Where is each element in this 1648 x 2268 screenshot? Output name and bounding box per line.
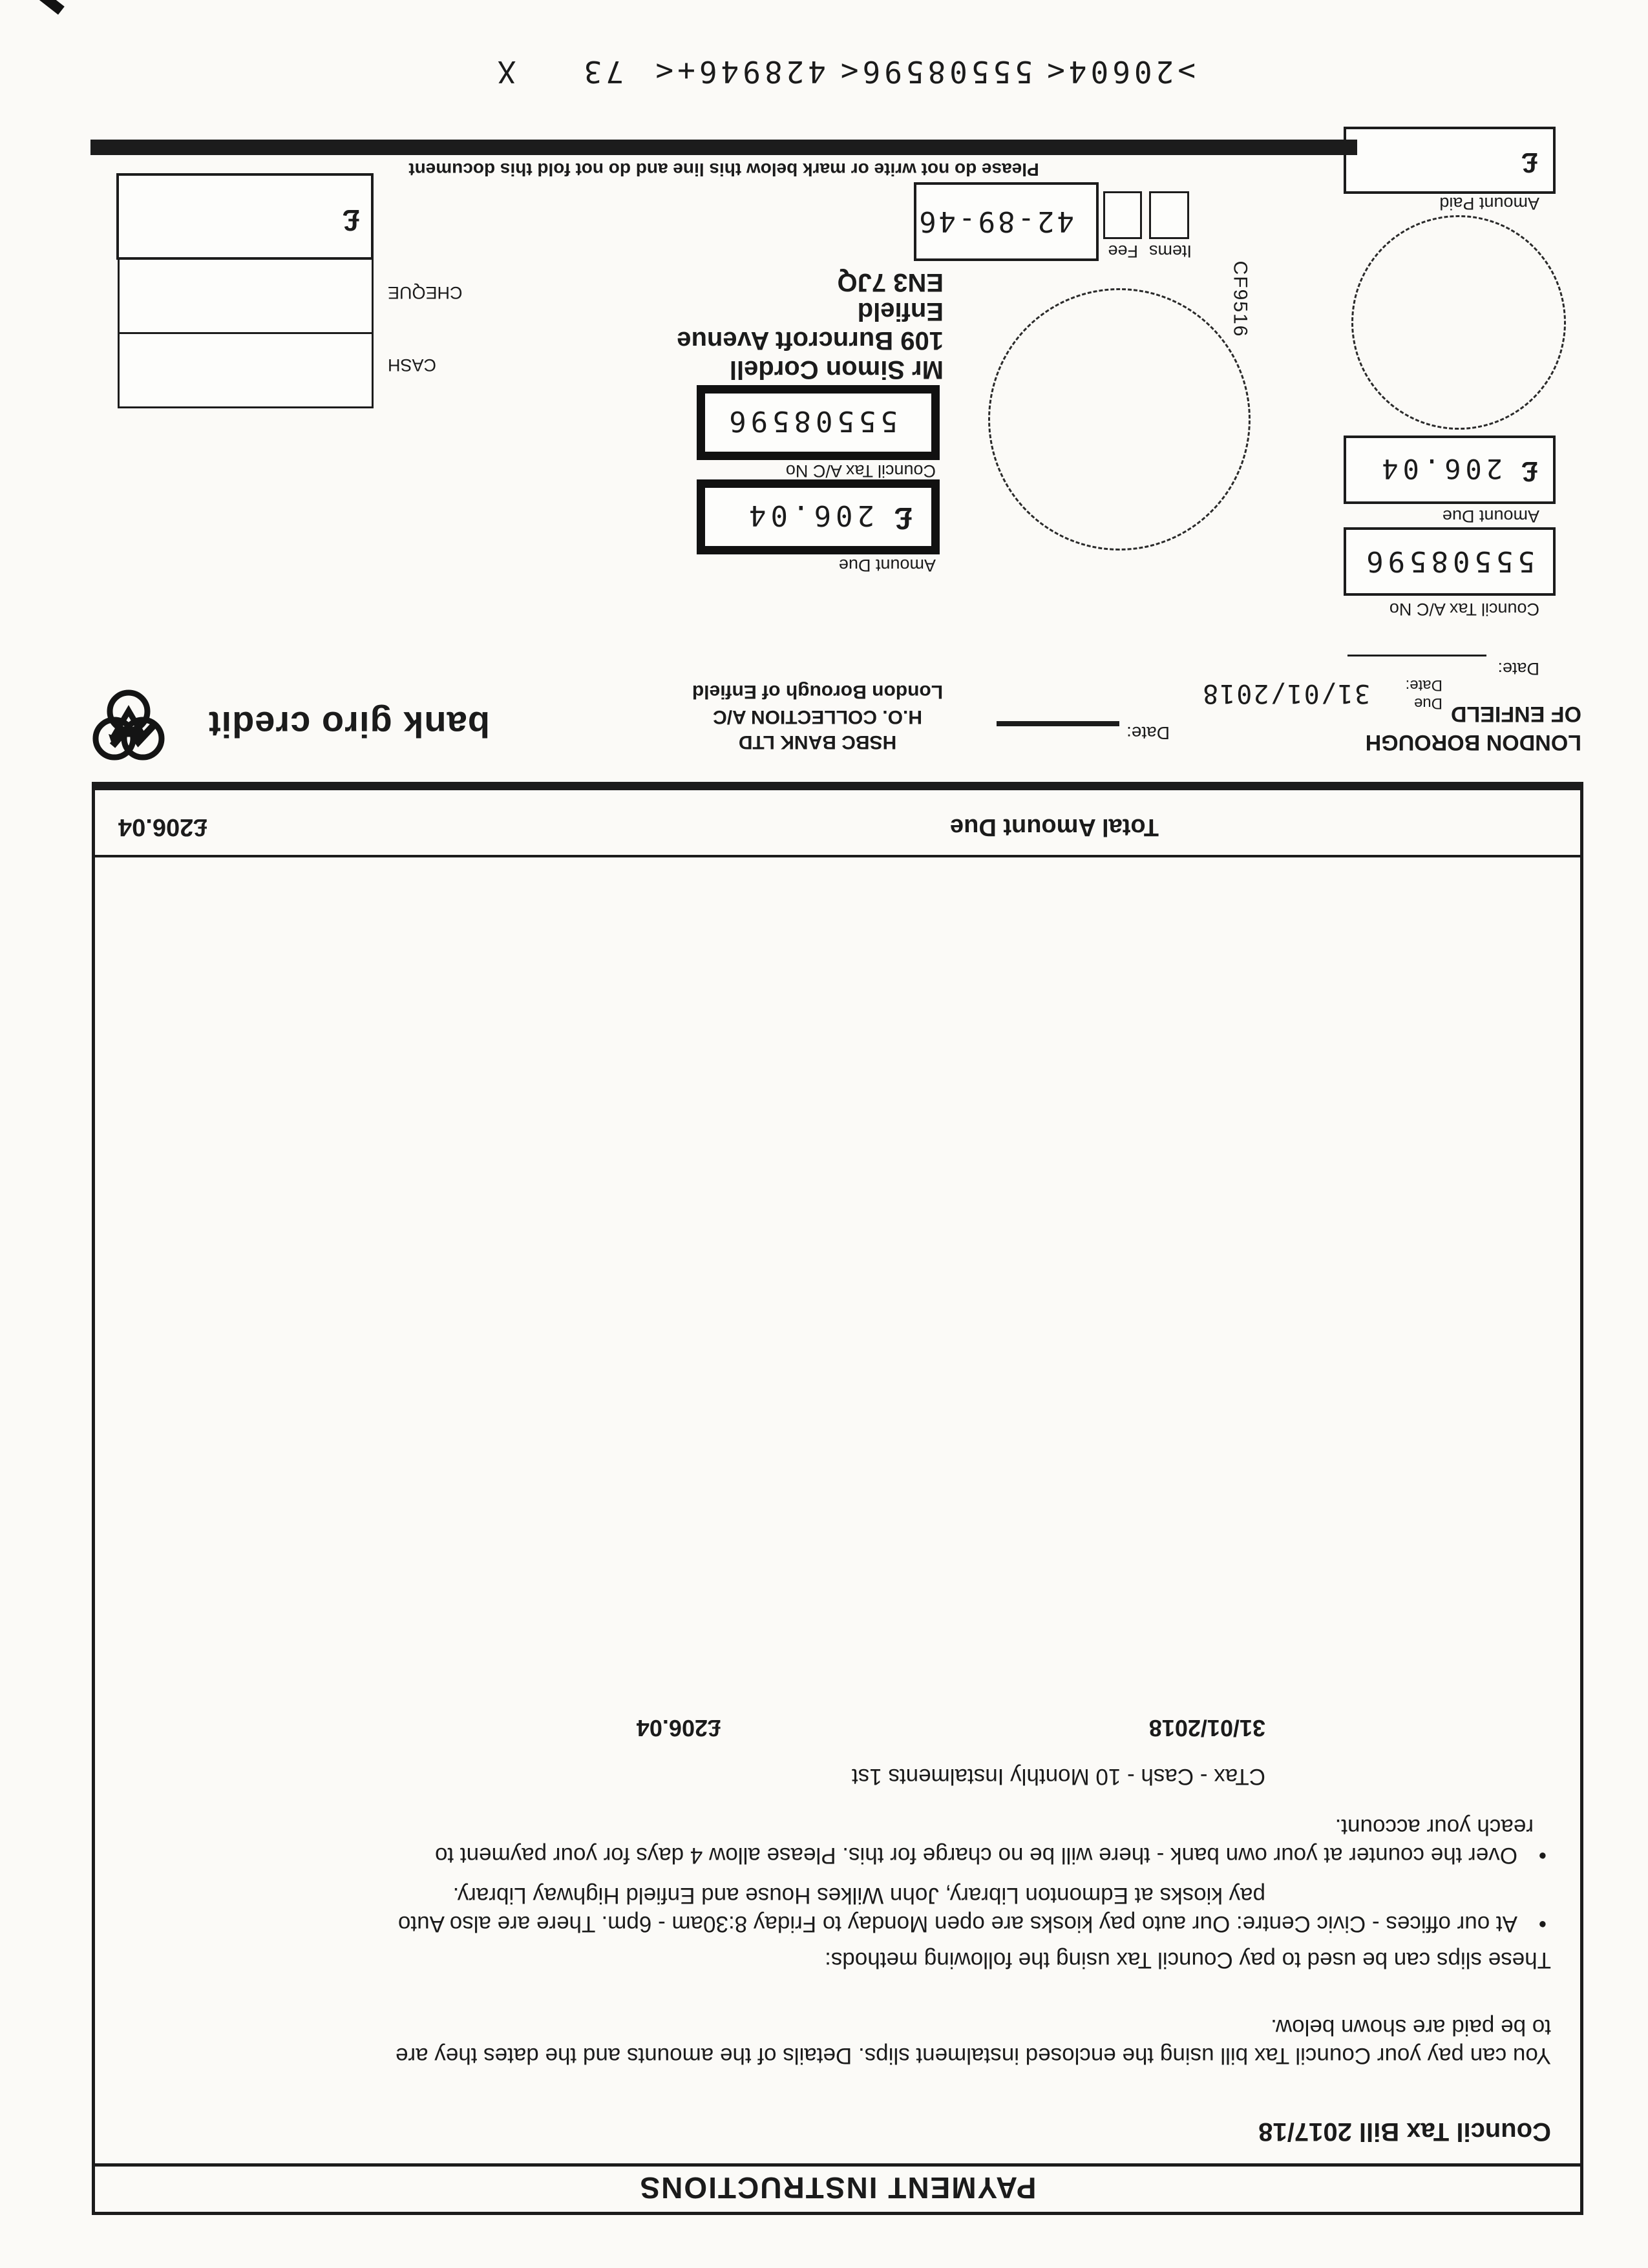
counterfoil-amount-due-value: 206.04	[1377, 453, 1503, 485]
slip-amount-due-box	[697, 479, 940, 554]
slip-form-code-wrap	[1196, 239, 1260, 362]
slip-payee-account: H.O. COLLECTION A/C	[713, 706, 922, 728]
items-label: Items	[1148, 242, 1192, 261]
payer-postcode: EN3 7JQ	[837, 268, 944, 297]
slip-payee-authority: London Borough of Enfield	[692, 681, 944, 702]
counterfoil-account-label: Council Tax A/C No	[1389, 600, 1539, 619]
counterfoil-account-box	[1344, 527, 1556, 596]
counterfoil-amount-due-box	[1344, 436, 1556, 504]
ocr-group3: 428946+<	[651, 54, 826, 89]
ocr-group5: X	[494, 54, 516, 89]
counterfoil-amount-due-label: Amount Due	[1442, 507, 1539, 526]
separator-bar	[90, 140, 1357, 155]
bullet2-line2: reach your account.	[1335, 1814, 1534, 1840]
counterfoil-account-number: 55508596	[1362, 545, 1535, 578]
instalment-date: 31/01/2018	[1148, 1715, 1265, 1741]
slip-date-line	[997, 721, 1119, 726]
slip-due-date-label	[1406, 676, 1442, 712]
slip-payee-block	[656, 679, 979, 755]
counterfoil-authority-line2: OF ENFIELD	[1450, 702, 1581, 726]
counterfoil-amount-paid-label: Amount Paid	[1439, 194, 1539, 213]
bank-giro-wordmark: bank giro credit	[207, 704, 490, 745]
giro-total-currency-icon: £	[343, 204, 359, 237]
slip-due-date-value: 31/01/2018	[1201, 678, 1370, 708]
bullet2-icon: •	[1538, 1843, 1547, 1868]
counterfoil-paid-currency-icon: £	[1521, 147, 1537, 178]
schedule-heading: CTax - Cash - 10 Monthly Instalments 1st	[852, 1764, 1265, 1789]
sort-code-box	[914, 182, 1099, 261]
slip-payer-address	[677, 268, 944, 384]
total-value: £206.04	[118, 814, 207, 841]
counterfoil-stamp-area	[1351, 215, 1566, 430]
slip-payee-bank: HSBC BANK LTD	[738, 731, 897, 753]
giro-total-box	[116, 173, 374, 260]
items-box	[1149, 191, 1189, 239]
fee-box	[1103, 191, 1142, 239]
slip-form-code: CF9516	[1229, 260, 1251, 338]
slip-amount-due-label: Amount Due	[838, 556, 936, 575]
counterfoil-date-label: Date:	[1497, 659, 1539, 678]
payer-street: 109 Burncroft Avenue	[677, 326, 944, 355]
cash-label: CASH	[388, 355, 437, 375]
total-label: Total Amount Due	[950, 814, 1159, 841]
bullet1-line2: pay kiosks at Edmonton Library, John Wilkes House and Enfield Highway Library.	[452, 1883, 1265, 1908]
ocr-group4: 73	[580, 54, 624, 89]
payer-name: Mr Simon Cordell	[729, 355, 944, 384]
slip-currency-icon: £	[894, 501, 912, 535]
intro-line2: to be paid are shown below.	[1271, 2015, 1551, 2040]
ocr-group1: >20604<	[1043, 54, 1196, 89]
methods-heading: These slips can be used to pay Council Tax using the following methods:	[825, 1948, 1551, 1973]
slip-due-date-label-line2: Date:	[1405, 677, 1442, 694]
instalment-amount: £206.04	[636, 1715, 721, 1741]
bank-giro-logo-icon	[89, 685, 168, 764]
bill-title: Council Tax Bill 2017/18	[1258, 2117, 1551, 2146]
counterfoil-currency-icon: £	[1521, 456, 1537, 487]
cash-cheque-table	[118, 174, 374, 408]
ocr-group2: 55508596<	[836, 54, 1033, 89]
slip-account-number: 55508596	[724, 404, 898, 437]
bullet1-icon: •	[1538, 1911, 1547, 1937]
intro-line1: You can pay your Council Tax bill using the enclosed instalment slips. Details of the amounts and the dates they are	[395, 2043, 1551, 2068]
slip-due-date-label-line1: Due	[1413, 695, 1442, 712]
panel-title: PAYMENT INSTRUCTIONS	[639, 2171, 1037, 2205]
slip-date-label: Date:	[1126, 723, 1170, 743]
sort-code-value: 42-89-46	[916, 205, 1074, 238]
cash-amount-box	[118, 330, 374, 408]
fold-warning: Please do not write or mark below this line and do not fold this document	[408, 160, 1039, 180]
slip-amount-due-value: 206.04	[745, 499, 874, 532]
counterfoil-amount-paid-box	[1344, 127, 1556, 194]
bullet1-line1: At our offices - Civic Centre: Our auto pay kiosks are open Monday to Friday 8:30am - 6pm. There are also Auto	[397, 1911, 1517, 1937]
counterfoil-date-line	[1347, 655, 1486, 656]
payer-town: Enfield	[857, 297, 944, 326]
cheque-amount-box	[118, 256, 374, 334]
counterfoil-authority-line1: LONDON BOROUGH	[1365, 730, 1581, 755]
slip-account-box	[697, 385, 940, 460]
total-divider	[95, 855, 1580, 857]
slip-account-label: Council Tax A/C No	[785, 461, 936, 481]
cheque-label: CHEQUE	[388, 283, 463, 302]
fee-label: Fee	[1108, 242, 1138, 261]
payment-instructions-panel	[92, 782, 1583, 2215]
header-divider	[95, 2163, 1580, 2167]
bullet2-line1: Over the counter at your own bank - there will be no charge for this. Please allow 4 days for your payment to	[434, 1843, 1517, 1868]
